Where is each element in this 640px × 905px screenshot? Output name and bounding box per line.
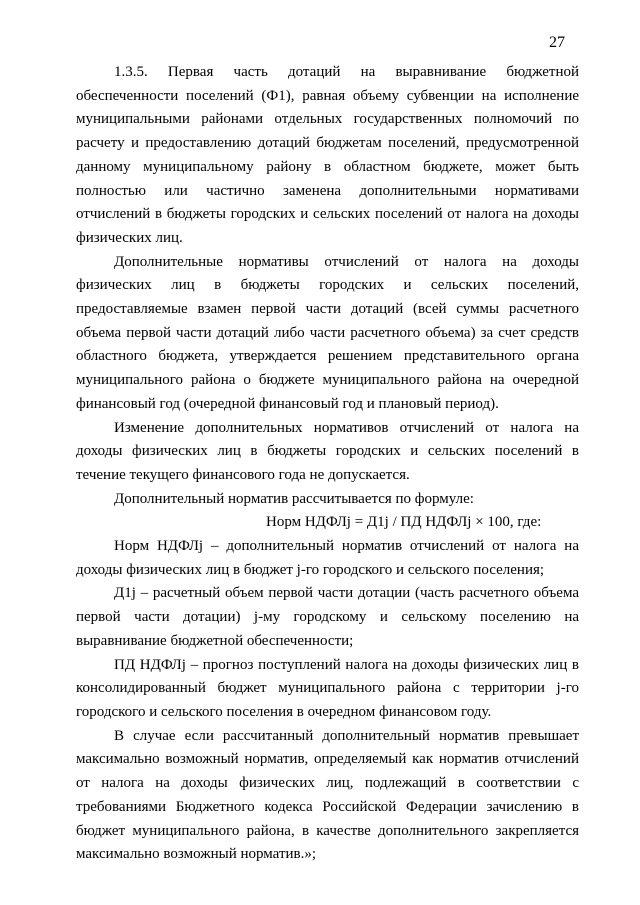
definition-d1j: Д1j – расчетный объем первой части дотации (часть расчетного объема первой части дотации) j-му городскому и сельскому поселению на выравнивание бюджетной обеспеченности; bbox=[76, 585, 579, 649]
paragraph-formula-intro: Дополнительный норматив рассчитывается по формуле: bbox=[114, 490, 474, 507]
paragraph-additional-norms: Дополнительные нормативы отчислений от налога на доходы физических лиц в бюджеты городских и сельских поселений, предоставляемые взамен первой части дотаций (всей суммы расчетного объема первой части дотаций либо части расчетного объема) за счет средств областного бюджета, утверждается решением представительного органа муниципального района о бюджете муниципального района на очередной финансовый год (очередной финансовый год и плановый период). bbox=[76, 253, 579, 412]
paragraph-change-prohibited: Изменение дополнительных нормативов отчислений от налога на доходы физических лиц в бюджеты городских и сельских поселений в течение текущего финансового года не допускается. bbox=[76, 419, 579, 483]
definition-norm-ndfl: Норм НДФЛj – дополнительный норматив отчислений от налога на доходы физических лиц в бюджет j-го городского и сельского поселения; bbox=[76, 538, 579, 578]
document-body bbox=[76, 61, 579, 867]
definition-pd-ndfl: ПД НДФЛj – прогноз поступлений налога на доходы физических лиц в консолидированный бюджет муниципального района с территории j-го городского и сельского поселения в очередном финансовом году. bbox=[76, 656, 579, 720]
paragraph-1-3-5: 1.3.5. Первая часть дотаций на выравнивание бюджетной обеспеченности поселений (Ф1), равная объему субвенции на исполнение муниципальными районами отдельных государственных полномочий по расчету и предоставлению дотаций бюджетам поселений, предусмотренной данному муниципальному району в областном бюджете, может быть полностью или частично заменена дополнительными нормативами отчислений в бюджеты городских и сельских поселений от налога на доходы физических лиц. bbox=[76, 64, 579, 246]
formula: Норм НДФЛj = Д1j / ПД НДФЛj × 100, где: bbox=[266, 514, 542, 531]
page-number: 27 bbox=[549, 34, 565, 51]
paragraph-closing: В случае если рассчитанный дополнительный норматив превышает максимально возможный норматив, определяемый как норматив отчислений от налога на доходы физических лиц, подлежащий в соответствии с требованиями Бюджетного кодекса Российской Федерации зачислению в бюджет муниципального района, в качестве дополнительного закрепляется максимально возможный норматив.»; bbox=[76, 727, 579, 863]
